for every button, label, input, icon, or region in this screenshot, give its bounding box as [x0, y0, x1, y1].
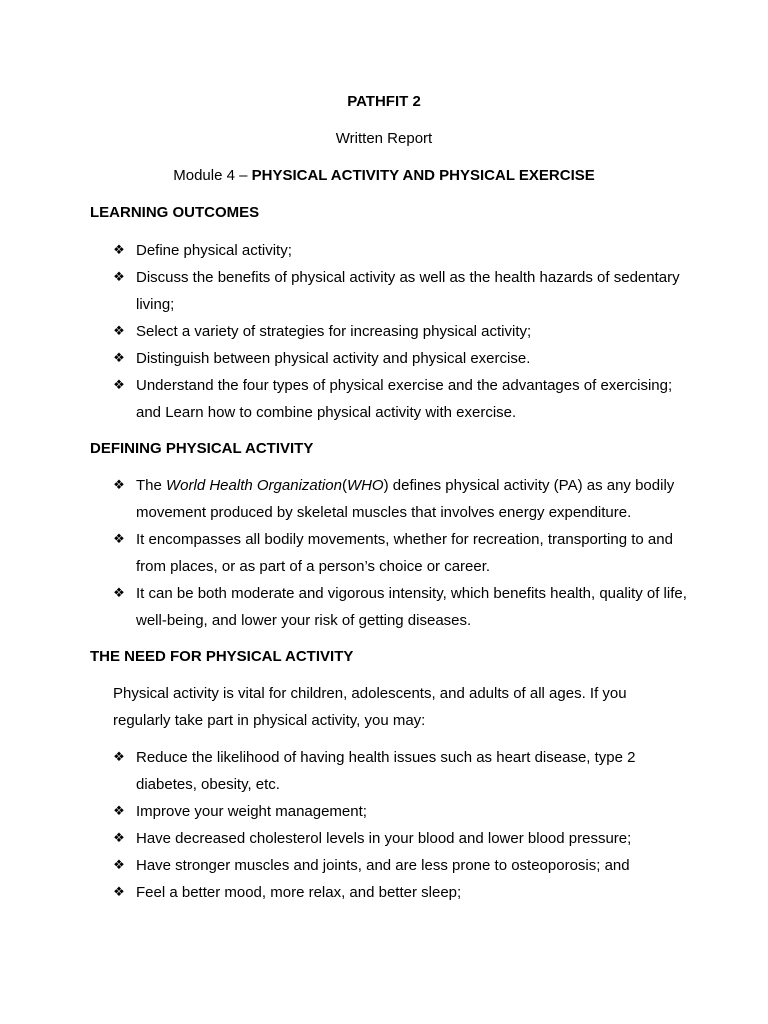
module-title: PHYSICAL ACTIVITY AND PHYSICAL EXERCISE: [251, 167, 595, 184]
heading-need-for-physical-activity: THE NEED FOR PHYSICAL ACTIVITY: [90, 648, 354, 665]
list-item: ❖ Feel a better mood, more relax, and better sleep;: [112, 879, 657, 906]
module-title-line: [0, 166, 768, 186]
organization-abbr: WHO: [346, 477, 384, 494]
four-diamond-bullet-icon: ❖: [113, 324, 125, 339]
module-prefix: Module 4 –: [173, 167, 252, 184]
list-item: ❖ It encompasses all bodily movements, whether for recreation, transporting to and from places, or as part of a person’s choice or career.: [112, 526, 687, 580]
list-item: ❖ Improve your weight management;: [112, 798, 657, 825]
list-item: ❖ Define physical activity;: [112, 237, 687, 264]
defining-list: [112, 472, 687, 634]
heading-learning-outcomes: LEARNING OUTCOMES: [90, 204, 260, 221]
need-benefits-list: [112, 744, 657, 906]
list-item: ❖ Have decreased cholesterol levels in your blood and lower blood pressure;: [112, 825, 657, 852]
four-diamond-bullet-icon: ❖: [113, 378, 125, 393]
list-item: ❖ Discuss the benefits of physical activity as well as the health hazards of sedentary living;: [112, 264, 687, 318]
list-item: ❖ Distinguish between physical activity and physical exercise.: [112, 345, 687, 372]
four-diamond-bullet-icon: ❖: [113, 831, 125, 846]
four-diamond-bullet-icon: ❖: [113, 351, 125, 366]
report-type: Written Report: [335, 130, 433, 147]
need-intro-paragraph: Physical activity is vital for children, adolescents, and adults of all ages. If you regularly take part in physical activity, you may:: [113, 685, 627, 729]
four-diamond-bullet-icon: ❖: [113, 858, 125, 873]
list-item: ❖ Reduce the likelihood of having health issues such as heart disease, type 2 diabetes, obesity, etc.: [112, 744, 657, 798]
four-diamond-bullet-icon: ❖: [113, 532, 125, 547]
list-item: ❖ The World Health Organization(WHO) defines physical activity (PA) as any bodily movement produced by skeletal muscles that involves energy expenditure.: [112, 472, 687, 526]
list-item: ❖ It can be both moderate and vigorous intensity, which benefits health, quality of life, well-being, and lower your risk of getting diseases.: [112, 580, 687, 634]
list-item: ❖ Have stronger muscles and joints, and are less prone to osteoporosis; and: [112, 852, 657, 879]
course-title: PATHFIT 2: [347, 93, 421, 110]
four-diamond-bullet-icon: ❖: [113, 885, 125, 900]
heading-defining-physical-activity: DEFINING PHYSICAL ACTIVITY: [90, 440, 314, 457]
four-diamond-bullet-icon: ❖: [113, 243, 125, 258]
four-diamond-bullet-icon: ❖: [113, 270, 125, 285]
four-diamond-bullet-icon: ❖: [113, 750, 125, 765]
list-item: ❖ Select a variety of strategies for increasing physical activity;: [112, 318, 687, 345]
four-diamond-bullet-icon: ❖: [113, 804, 125, 819]
learning-outcomes-list: [112, 237, 687, 426]
four-diamond-bullet-icon: ❖: [113, 586, 125, 601]
list-item: ❖ Understand the four types of physical exercise and the advantages of exercising; and Learn how to combine physical activity with exercise.: [112, 372, 687, 426]
four-diamond-bullet-icon: ❖: [113, 478, 125, 493]
organization-name: World Health Organization: [166, 477, 342, 494]
